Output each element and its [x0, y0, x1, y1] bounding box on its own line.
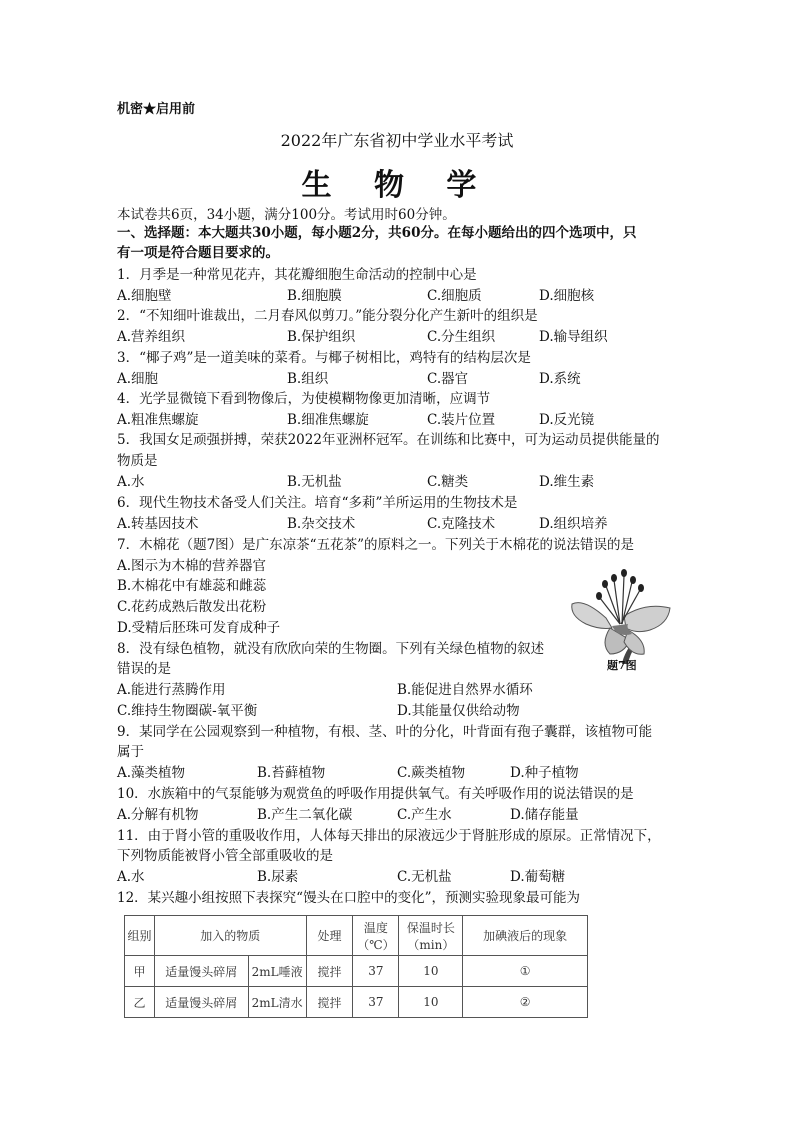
option-a: A.细胞 [117, 371, 159, 387]
confidential-label: 机密★启用前 [117, 102, 196, 117]
cell-process: 搅拌 [306, 987, 353, 1018]
option-c: C.细胞质 [427, 288, 482, 304]
question-stem: 10．水族箱中的气泵能够为观赏鱼的呼吸作用提供氧气。有关呼吸作用的说法错误的是 [117, 786, 634, 802]
option-a: A.图示为木棉的营养器官 [117, 558, 267, 574]
exam-title: 2022年广东省初中学业水平考试 [280, 131, 514, 150]
question-stem: 3．“椰子鸡”是一道美味的菜肴。与椰子树相比，鸡特有的结构层次是 [117, 350, 531, 366]
question-stem-cont: 物质是 [117, 453, 158, 469]
option-d: D.葡萄糖 [510, 869, 566, 885]
subject-title: 生 物 学 [301, 168, 493, 203]
option-d: D.系统 [539, 371, 581, 387]
cell-material-2: 2mL唾液 [248, 956, 306, 987]
option-d: D.其能量仅供给动物 [397, 703, 520, 719]
cell-group: 乙 [125, 987, 155, 1018]
header-temp: 温度（℃） [353, 916, 399, 956]
option-a: A.水 [117, 869, 145, 885]
cell-process: 搅拌 [306, 956, 353, 987]
option-d: D.反光镜 [539, 412, 595, 428]
option-d: D.受精后胚珠可发育成种子 [117, 620, 281, 636]
question-stem: 4．光学显微镜下看到物像后，为使模糊物像更加清晰，应调节 [117, 391, 491, 407]
question-stem: 7．木棉花（题7图）是广东凉茶“五花茶”的原料之一。下列关于木棉花的说法错误的是 [117, 537, 634, 553]
option-b: B.木棉花中有雄蕊和雌蕊 [117, 578, 267, 594]
cell-temp: 37 [353, 987, 399, 1018]
cell-material-1: 适量馒头碎屑 [154, 956, 248, 987]
option-c: C.蕨类植物 [397, 765, 466, 781]
experiment-table [124, 915, 588, 1018]
cell-time: 10 [399, 987, 463, 1018]
section-heading-line1: 一、选择题：本大题共30小题，每小题2分，共60分。在每小题给出的四个选项中，只 [117, 225, 637, 241]
cell-result: ① [463, 956, 588, 987]
question-stem: 1．月季是一种常见花卉，其花瓣细胞生命活动的控制中心是 [117, 267, 477, 283]
header-group: 组别 [125, 916, 155, 956]
option-d: D.输导组织 [539, 329, 608, 345]
question-stem: 5．我国女足顽强拼搏，荣获2022年亚洲杯冠军。在训练和比赛中，可为运动员提供能量的 [117, 432, 660, 448]
cell-material-1: 适量馒头碎屑 [154, 987, 248, 1018]
question-stem: 8．没有绿色植物，就没有欣欣向荣的生物圈。下列有关绿色植物的叙述 [117, 641, 545, 657]
option-b: B.苔藓植物 [257, 765, 326, 781]
option-c: C.装片位置 [427, 412, 496, 428]
option-c: C.维持生物圈碳-氧平衡 [117, 703, 258, 719]
option-c: C.花药成熟后散发出花粉 [117, 599, 267, 615]
option-a: A.粗准焦螺旋 [117, 412, 199, 428]
question-stem-cont: 属于 [117, 744, 144, 760]
option-d: D.组织培养 [539, 516, 608, 532]
question-stem: 11．由于肾小管的重吸收作用，人体每天排出的尿液远少于肾脏形成的原尿。正常情况下， [117, 828, 661, 844]
header-material: 加入的物质 [154, 916, 306, 956]
option-b: B.无机盐 [287, 474, 342, 490]
cell-group: 甲 [125, 956, 155, 987]
question-stem: 2．“不知细叶谁裁出，二月春风似剪刀。”能分裂分化产生新叶的组织是 [117, 308, 538, 324]
header-result: 加碘液后的现象 [463, 916, 588, 956]
option-b: B.组织 [287, 371, 329, 387]
option-c: C.糖类 [427, 474, 469, 490]
option-b: B.产生二氧化碳 [257, 807, 353, 823]
option-d: D.种子植物 [510, 765, 579, 781]
option-a: A.水 [117, 474, 145, 490]
option-a: A.分解有机物 [117, 807, 199, 823]
option-d: D.储存能量 [510, 807, 579, 823]
option-b: B.尿素 [257, 869, 299, 885]
table-header-row [125, 916, 588, 956]
option-d: D.细胞核 [539, 288, 595, 304]
cell-temp: 37 [353, 956, 399, 987]
header-time: 保温时长（min） [399, 916, 463, 956]
cell-result: ② [463, 987, 588, 1018]
option-b: B.细胞膜 [287, 288, 342, 304]
kapok-flower-figure [566, 558, 676, 666]
section-heading-line2: 有一项是符合题目要求的。 [117, 245, 279, 261]
option-b: B.能促进自然界水循环 [397, 682, 533, 698]
option-a: A.能进行蒸腾作用 [117, 682, 226, 698]
question-stem-cont: 下列物质能被肾小管全部重吸收的是 [117, 848, 333, 864]
header-process: 处理 [306, 916, 353, 956]
option-c: C.器官 [427, 371, 469, 387]
option-b: B.杂交技术 [287, 516, 356, 532]
question-stem: 9．某同学在公园观察到一种植物，有根、茎、叶的分化，叶背面有孢子囊群，该植物可能 [117, 724, 653, 740]
option-c: C.分生组织 [427, 329, 496, 345]
option-a: A.营养组织 [117, 329, 186, 345]
intro-text: 本试卷共6页，34小题，满分100分。考试用时60分钟。 [117, 207, 456, 223]
question-stem: 6．现代生物技术备受人们关注。培育“多莉”羊所运用的生物技术是 [117, 495, 518, 511]
option-a: A.细胞壁 [117, 288, 172, 304]
cell-time: 10 [399, 956, 463, 987]
option-c: C.产生水 [397, 807, 452, 823]
option-d: D.维生素 [539, 474, 595, 490]
figure-caption: 题7图 [607, 659, 637, 672]
option-b: B.细准焦螺旋 [287, 412, 369, 428]
option-a: A.转基因技术 [117, 516, 199, 532]
question-stem-cont: 错误的是 [117, 661, 171, 677]
table-row [125, 956, 588, 987]
option-a: A.藻类植物 [117, 765, 186, 781]
option-b: B.保护组织 [287, 329, 356, 345]
table-row [125, 987, 588, 1018]
option-c: C.无机盐 [397, 869, 452, 885]
cell-material-2: 2mL清水 [248, 987, 306, 1018]
option-c: C.克隆技术 [427, 516, 496, 532]
question-stem: 12．某兴趣小组按照下表探究“馒头在口腔中的变化”，预测实验现象最可能为 [117, 890, 580, 906]
